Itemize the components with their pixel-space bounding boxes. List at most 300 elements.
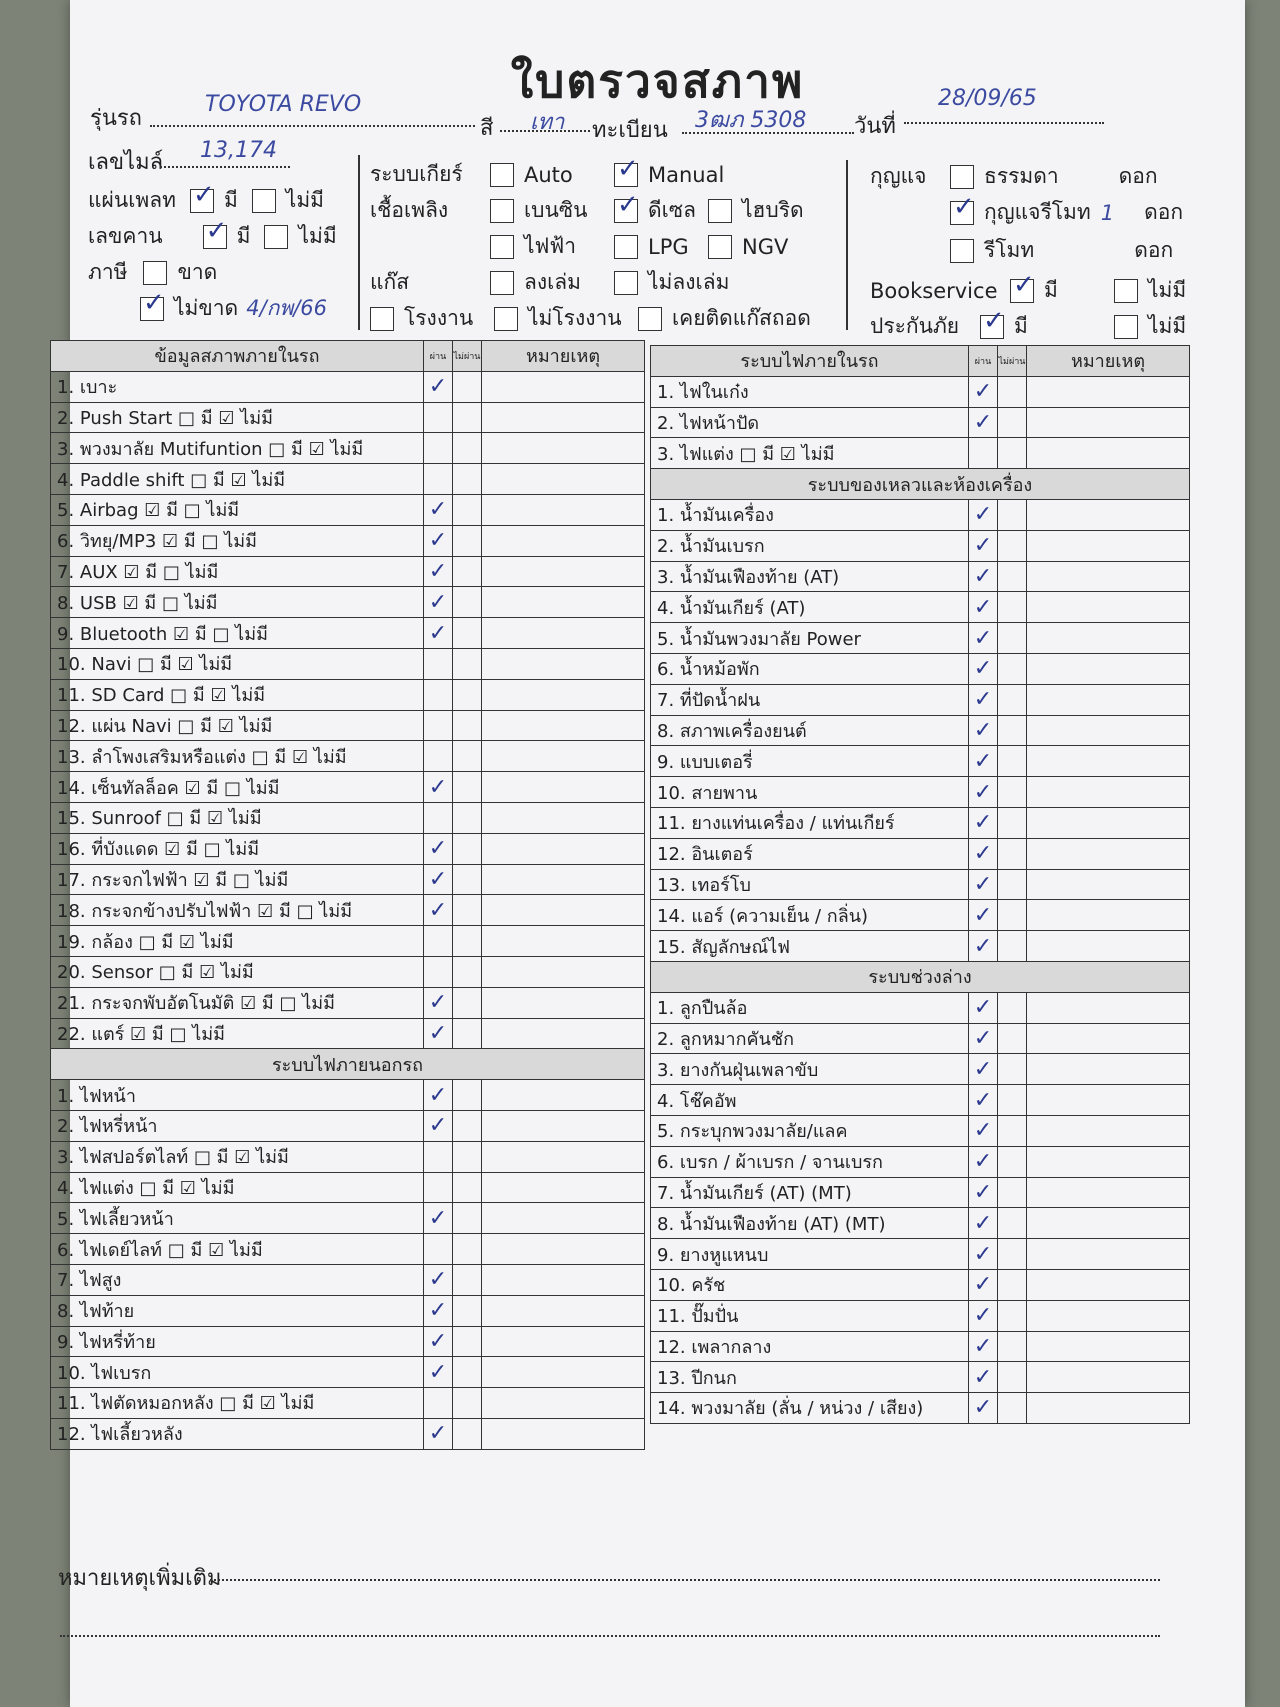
item-label: 5. น้ำมันพวงมาลัย Power — [651, 623, 969, 654]
note-cell[interactable] — [482, 864, 645, 895]
pass-checkbox[interactable]: ✓ — [969, 499, 998, 530]
table-row — [51, 956, 645, 987]
note-cell[interactable] — [1027, 623, 1190, 654]
note-cell[interactable] — [1027, 777, 1190, 808]
left-table — [50, 340, 645, 1450]
pass-checkbox[interactable]: ✓ — [969, 1023, 998, 1054]
pass-checkbox[interactable]: ✓ — [969, 1331, 998, 1362]
pass-checkbox[interactable]: ✓ — [424, 1295, 453, 1326]
pass-checkbox[interactable]: ✓ — [424, 494, 453, 525]
pass-checkbox[interactable] — [424, 710, 453, 741]
fail-checkbox[interactable] — [453, 402, 482, 433]
item-label: 5. กระบุกพวงมาลัย/แลค — [651, 1115, 969, 1146]
fail-checkbox[interactable] — [453, 618, 482, 649]
pass-checkbox[interactable]: ✓ — [424, 1018, 453, 1049]
pass-checkbox[interactable]: ✓ — [969, 1300, 998, 1331]
item-label: 5. Airbag ☑ มี □ ไม่มี — [51, 494, 424, 525]
pass-checkbox[interactable]: ✓ — [424, 1326, 453, 1357]
gear-manual-checkbox[interactable] — [614, 163, 638, 187]
pass-checkbox[interactable]: ✓ — [969, 623, 998, 654]
note-cell[interactable] — [1027, 592, 1190, 623]
pass-checkbox[interactable] — [969, 438, 998, 469]
note-cell[interactable] — [482, 1326, 645, 1357]
pass-checkbox[interactable] — [424, 679, 453, 710]
pass-checkbox[interactable]: ✓ — [969, 715, 998, 746]
fail-checkbox[interactable] — [453, 1357, 482, 1388]
note-cell[interactable] — [482, 556, 645, 587]
fail-checkbox[interactable] — [453, 494, 482, 525]
tax-expired-checkbox[interactable] — [143, 261, 167, 285]
pass-checkbox[interactable]: ✓ — [424, 618, 453, 649]
table-row — [51, 464, 645, 495]
item-label: 20. Sensor □ มี ☑ ไม่มี — [51, 956, 424, 987]
pass-checkbox[interactable]: ✓ — [969, 1239, 998, 1270]
pass-checkbox[interactable]: ✓ — [969, 1208, 998, 1239]
pass-checkbox[interactable]: ✓ — [424, 1264, 453, 1295]
note-cell[interactable] — [1027, 931, 1190, 962]
note-cell[interactable] — [482, 587, 645, 618]
book-no-checkbox[interactable] — [1114, 279, 1138, 303]
item-label: 19. กล้อง □ มี ☑ ไม่มี — [51, 926, 424, 957]
fail-checkbox[interactable] — [453, 926, 482, 957]
table-row — [51, 802, 645, 833]
fail-checkbox[interactable] — [998, 992, 1027, 1023]
note-cell[interactable] — [482, 833, 645, 864]
fail-checkbox[interactable] — [998, 1146, 1027, 1177]
date-value: 28/09/65 — [938, 86, 1037, 111]
table-row — [651, 1393, 1190, 1424]
pass-checkbox[interactable] — [424, 1172, 453, 1203]
color-value: เทา — [530, 110, 565, 135]
item-label: 1. ไฟในเก๋ง — [651, 376, 969, 407]
note-cell[interactable] — [482, 1388, 645, 1419]
note-cell[interactable] — [1027, 838, 1190, 869]
note-cell[interactable] — [482, 525, 645, 556]
item-label: 2. น้ำมันเบรก — [651, 530, 969, 561]
fail-checkbox[interactable] — [998, 838, 1027, 869]
fuel-diesel-checkbox[interactable] — [614, 199, 638, 223]
table-row — [51, 1141, 645, 1172]
note-cell[interactable] — [482, 710, 645, 741]
fail-checkbox[interactable] — [453, 833, 482, 864]
fail-checkbox[interactable] — [998, 931, 1027, 962]
fail-checkbox[interactable] — [998, 1362, 1027, 1393]
note-cell[interactable] — [482, 1357, 645, 1388]
fail-checkbox[interactable] — [998, 653, 1027, 684]
note-cell[interactable] — [482, 772, 645, 803]
gas-nofactory-checkbox[interactable] — [494, 307, 518, 331]
fail-checkbox[interactable] — [998, 1239, 1027, 1270]
remote-row: รีโมท ดอก — [950, 234, 1173, 267]
note-cell[interactable] — [482, 1295, 645, 1326]
note-cell[interactable] — [1027, 746, 1190, 777]
fail-checkbox[interactable] — [453, 679, 482, 710]
fail-checkbox[interactable] — [998, 1023, 1027, 1054]
table-row — [651, 715, 1190, 746]
note-cell[interactable] — [482, 433, 645, 464]
pass-checkbox[interactable]: ✓ — [969, 653, 998, 684]
fail-checkbox[interactable] — [453, 772, 482, 803]
plate-yes-checkbox[interactable] — [190, 189, 214, 213]
note-cell[interactable] — [1027, 407, 1190, 438]
item-label: 16. ที่บังแดด ☑ มี □ ไม่มี — [51, 833, 424, 864]
pass-checkbox[interactable]: ✓ — [424, 556, 453, 587]
pass-checkbox[interactable]: ✓ — [969, 561, 998, 592]
table-row — [651, 1085, 1190, 1116]
fail-checkbox[interactable] — [998, 684, 1027, 715]
table-row — [51, 1203, 645, 1234]
pass-checkbox[interactable] — [424, 1234, 453, 1265]
item-label: 6. น้ำหม้อพัก — [651, 653, 969, 684]
pass-checkbox[interactable]: ✓ — [424, 895, 453, 926]
table-row — [51, 587, 645, 618]
pass-checkbox[interactable]: ✓ — [424, 864, 453, 895]
gas-noreg-checkbox[interactable] — [614, 271, 638, 295]
fail-checkbox[interactable] — [453, 525, 482, 556]
item-label: 2. Push Start □ มี ☑ ไม่มี — [51, 402, 424, 433]
note-cell[interactable] — [1027, 653, 1190, 684]
note-cell[interactable] — [482, 402, 645, 433]
item-label: 9. แบบเตอรี่ — [651, 746, 969, 777]
item-label: 4. น้ำมันเกียร์ (AT) — [651, 592, 969, 623]
pass-checkbox[interactable]: ✓ — [969, 530, 998, 561]
note-cell[interactable] — [1027, 1393, 1190, 1424]
note-cell[interactable] — [482, 802, 645, 833]
table-row — [51, 1018, 645, 1049]
fail-checkbox[interactable] — [453, 587, 482, 618]
note-cell[interactable] — [1027, 900, 1190, 931]
note-cell[interactable] — [1027, 1177, 1190, 1208]
pass-checkbox[interactable]: ✓ — [969, 992, 998, 1023]
fail-checkbox[interactable] — [453, 371, 482, 402]
item-label: 1. ลูกปืนล้อ — [651, 992, 969, 1023]
fail-checkbox[interactable] — [453, 987, 482, 1018]
pass-checkbox[interactable]: ✓ — [969, 1177, 998, 1208]
note-cell[interactable] — [1027, 684, 1190, 715]
item-label: 10. Navi □ มี ☑ ไม่มี — [51, 648, 424, 679]
key-remote-checkbox[interactable] — [950, 201, 974, 225]
note-cell[interactable] — [1027, 1085, 1190, 1116]
bookservice-row: Bookservice ✓ มี ไม่มี — [870, 274, 1186, 307]
note-cell[interactable] — [1027, 715, 1190, 746]
fail-checkbox[interactable] — [453, 1203, 482, 1234]
table-row — [51, 741, 645, 772]
inspection-form — [57, 0, 1245, 1707]
table-row — [651, 1208, 1190, 1239]
fuel-ev-checkbox[interactable] — [490, 235, 514, 259]
note-cell[interactable] — [482, 1203, 645, 1234]
pass-checkbox[interactable] — [424, 1141, 453, 1172]
item-label: 1. ไฟหน้า — [51, 1080, 424, 1111]
note-cell[interactable] — [1027, 1362, 1190, 1393]
item-label: 9. ไฟหรี่ท้าย — [51, 1326, 424, 1357]
mileage-value: 13,174 — [200, 138, 277, 163]
note-cell[interactable] — [1027, 1146, 1190, 1177]
note-cell[interactable] — [482, 1172, 645, 1203]
book-yes-checkbox[interactable] — [1010, 279, 1034, 303]
pass-checkbox[interactable] — [424, 1388, 453, 1419]
fail-checkbox[interactable] — [998, 1269, 1027, 1300]
fail-checkbox[interactable] — [998, 561, 1027, 592]
table-row — [651, 1023, 1190, 1054]
item-label: 12. อินเตอร์ — [651, 838, 969, 869]
pass-checkbox[interactable] — [424, 741, 453, 772]
table-row — [651, 1300, 1190, 1331]
note-cell[interactable] — [1027, 1023, 1190, 1054]
note-cell[interactable] — [482, 494, 645, 525]
fail-checkbox[interactable] — [998, 592, 1027, 623]
pass-checkbox[interactable]: ✓ — [424, 1110, 453, 1141]
note-cell[interactable] — [1027, 438, 1190, 469]
fail-checkbox[interactable] — [998, 1115, 1027, 1146]
pass-checkbox[interactable]: ✓ — [424, 1080, 453, 1111]
note-cell[interactable] — [482, 1080, 645, 1111]
pass-checkbox[interactable]: ✓ — [424, 587, 453, 618]
fail-checkbox[interactable] — [453, 956, 482, 987]
note-header: หมายเหตุ — [1027, 346, 1190, 377]
note-cell[interactable] — [1027, 530, 1190, 561]
pass-checkbox[interactable]: ✓ — [424, 1203, 453, 1234]
fail-checkbox[interactable] — [453, 1264, 482, 1295]
pass-checkbox[interactable]: ✓ — [969, 1393, 998, 1424]
note-cell[interactable] — [482, 895, 645, 926]
item-label: 22. แตร์ ☑ มี □ ไม่มี — [51, 1018, 424, 1049]
fail-checkbox[interactable] — [998, 499, 1027, 530]
pass-checkbox[interactable]: ✓ — [969, 1146, 998, 1177]
chassis-yes-checkbox[interactable] — [203, 225, 227, 249]
fail-checkbox[interactable] — [998, 530, 1027, 561]
note-cell[interactable] — [482, 648, 645, 679]
table-row — [651, 438, 1190, 469]
fail-checkbox[interactable] — [998, 777, 1027, 808]
pass-checkbox[interactable]: ✓ — [969, 869, 998, 900]
key-normal-checkbox[interactable] — [950, 165, 974, 189]
mileage-label: เลขไมล์ — [88, 150, 164, 175]
table-row — [651, 1269, 1190, 1300]
note-cell[interactable] — [1027, 1300, 1190, 1331]
fail-checkbox[interactable] — [453, 1418, 482, 1449]
note-cell[interactable] — [482, 1141, 645, 1172]
color-label: สี — [480, 116, 494, 141]
fail-checkbox[interactable] — [998, 1393, 1027, 1424]
pass-checkbox[interactable] — [424, 926, 453, 957]
fuel-petrol-checkbox[interactable] — [490, 199, 514, 223]
pass-checkbox[interactable]: ✓ — [969, 1085, 998, 1116]
table-row — [651, 653, 1190, 684]
table-row — [51, 433, 645, 464]
pass-checkbox[interactable]: ✓ — [969, 807, 998, 838]
fail-checkbox[interactable] — [453, 1080, 482, 1111]
fail-checkbox[interactable] — [453, 1110, 482, 1141]
fail-checkbox[interactable] — [998, 376, 1027, 407]
note-cell[interactable] — [482, 741, 645, 772]
fail-checkbox[interactable] — [453, 1388, 482, 1419]
fail-checkbox[interactable] — [998, 1177, 1027, 1208]
note-cell[interactable] — [1027, 376, 1190, 407]
item-label: 15. สัญลักษณ์ไฟ — [651, 931, 969, 962]
pass-checkbox[interactable] — [424, 956, 453, 987]
gas-factory-checkbox[interactable] — [370, 307, 394, 331]
pass-checkbox[interactable] — [424, 464, 453, 495]
fail-checkbox[interactable] — [453, 802, 482, 833]
pass-checkbox[interactable]: ✓ — [424, 371, 453, 402]
fail-checkbox[interactable] — [453, 464, 482, 495]
pass-checkbox[interactable]: ✓ — [969, 900, 998, 931]
table-row — [51, 710, 645, 741]
note-cell[interactable] — [482, 926, 645, 957]
pass-checkbox[interactable]: ✓ — [424, 1357, 453, 1388]
gas-reg-checkbox[interactable] — [490, 271, 514, 295]
pass-checkbox[interactable]: ✓ — [424, 1418, 453, 1449]
fuel-hybrid-checkbox[interactable] — [708, 199, 732, 223]
note-cell[interactable] — [1027, 992, 1190, 1023]
pass-header: ผ่าน — [969, 346, 998, 377]
note-cell[interactable] — [1027, 561, 1190, 592]
item-label: 3. ไฟสปอร์ตไลท์ □ มี ☑ ไม่มี — [51, 1141, 424, 1172]
fail-checkbox[interactable] — [998, 1300, 1027, 1331]
note-cell[interactable] — [1027, 1269, 1190, 1300]
note-cell[interactable] — [1027, 869, 1190, 900]
pass-checkbox[interactable] — [424, 648, 453, 679]
note-cell[interactable] — [482, 1418, 645, 1449]
fail-checkbox[interactable] — [998, 407, 1027, 438]
chassis-row: เลขคาน ✓ มี ไม่มี — [88, 220, 337, 253]
table-row — [51, 1080, 645, 1111]
suspension-header: ระบบช่วงล่าง — [651, 961, 1190, 992]
table-row — [651, 1054, 1190, 1085]
note-cell[interactable] — [1027, 1054, 1190, 1085]
form-title: ใบตรวจสภาพ — [510, 54, 805, 108]
pass-checkbox[interactable]: ✓ — [424, 772, 453, 803]
remote-checkbox[interactable] — [950, 239, 974, 263]
table-row — [51, 1357, 645, 1388]
pass-checkbox[interactable]: ✓ — [969, 1115, 998, 1146]
pass-checkbox[interactable] — [424, 802, 453, 833]
table-row — [651, 499, 1190, 530]
table-row — [51, 833, 645, 864]
table-row — [51, 1326, 645, 1357]
table-row — [651, 684, 1190, 715]
item-label: 2. ไฟหน้าปัด — [651, 407, 969, 438]
item-label: 13. ลำโพงเสริมหรือแต่ง □ มี ☑ ไม่มี — [51, 741, 424, 772]
pass-checkbox[interactable]: ✓ — [969, 1054, 998, 1085]
plate-no-checkbox[interactable] — [252, 189, 276, 213]
table-row — [651, 592, 1190, 623]
pass-checkbox[interactable]: ✓ — [969, 838, 998, 869]
pass-checkbox[interactable] — [424, 433, 453, 464]
tax-ok-row: ✓ ไม่ขาด 4/กพ/66 — [140, 292, 327, 325]
fail-checkbox[interactable] — [453, 1172, 482, 1203]
note-cell[interactable] — [1027, 1115, 1190, 1146]
note-cell[interactable] — [482, 987, 645, 1018]
pass-checkbox[interactable]: ✓ — [969, 376, 998, 407]
note-cell[interactable] — [482, 1018, 645, 1049]
note-cell[interactable] — [482, 956, 645, 987]
fail-checkbox[interactable] — [453, 556, 482, 587]
chassis-no-checkbox[interactable] — [264, 225, 288, 249]
fail-checkbox[interactable] — [453, 710, 482, 741]
model-label: รุ่นรถ — [90, 106, 142, 131]
fail-checkbox[interactable] — [998, 746, 1027, 777]
fail-checkbox[interactable] — [453, 895, 482, 926]
pass-checkbox[interactable]: ✓ — [969, 777, 998, 808]
note-cell[interactable] — [1027, 807, 1190, 838]
pass-checkbox[interactable]: ✓ — [969, 746, 998, 777]
fail-checkbox[interactable] — [453, 433, 482, 464]
note-cell[interactable] — [1027, 1239, 1190, 1270]
key-remote-row: ✓ กุญแจรีโมท 1 ดอก — [950, 196, 1183, 229]
item-label: 5. ไฟเลี้ยวหน้า — [51, 1203, 424, 1234]
table-row — [651, 407, 1190, 438]
item-label: 9. Bluetooth ☑ มี □ ไม่มี — [51, 618, 424, 649]
pass-checkbox[interactable]: ✓ — [424, 525, 453, 556]
pass-checkbox[interactable] — [424, 402, 453, 433]
pass-checkbox[interactable]: ✓ — [969, 931, 998, 962]
fail-checkbox[interactable] — [998, 715, 1027, 746]
note-cell[interactable] — [482, 464, 645, 495]
ins-no-checkbox[interactable] — [1114, 315, 1138, 339]
pass-checkbox[interactable]: ✓ — [969, 1269, 998, 1300]
pass-checkbox[interactable]: ✓ — [969, 407, 998, 438]
fail-checkbox[interactable] — [998, 900, 1027, 931]
fail-checkbox[interactable] — [998, 623, 1027, 654]
fuel-ngv-checkbox[interactable] — [708, 235, 732, 259]
fail-checkbox[interactable] — [453, 1295, 482, 1326]
pass-checkbox[interactable]: ✓ — [969, 1362, 998, 1393]
fail-checkbox[interactable] — [998, 807, 1027, 838]
gas-removed-checkbox[interactable] — [638, 307, 662, 331]
fail-checkbox[interactable] — [998, 1208, 1027, 1239]
fail-checkbox[interactable] — [998, 1054, 1027, 1085]
table-row — [51, 1172, 645, 1203]
pass-checkbox[interactable]: ✓ — [424, 987, 453, 1018]
ins-yes-checkbox[interactable] — [980, 315, 1004, 339]
fail-checkbox[interactable] — [453, 1234, 482, 1265]
note-cell[interactable] — [482, 1264, 645, 1295]
item-label: 7. ที่ปัดน้ำฝน — [651, 684, 969, 715]
pass-checkbox[interactable]: ✓ — [969, 684, 998, 715]
pass-checkbox[interactable]: ✓ — [969, 592, 998, 623]
fail-checkbox[interactable] — [453, 864, 482, 895]
fail-checkbox[interactable] — [453, 1141, 482, 1172]
fail-checkbox[interactable] — [998, 869, 1027, 900]
tax-ok-checkbox[interactable] — [140, 297, 164, 321]
note-cell[interactable] — [482, 1110, 645, 1141]
fail-checkbox[interactable] — [998, 1085, 1027, 1116]
fail-checkbox[interactable] — [453, 1018, 482, 1049]
note-cell[interactable] — [482, 371, 645, 402]
fail-checkbox[interactable] — [453, 1326, 482, 1357]
note-cell[interactable] — [482, 618, 645, 649]
note-cell[interactable] — [482, 1234, 645, 1265]
note-cell[interactable] — [1027, 499, 1190, 530]
table-row — [651, 1177, 1190, 1208]
note-cell[interactable] — [482, 679, 645, 710]
note-cell[interactable] — [1027, 1208, 1190, 1239]
table-row — [51, 1264, 645, 1295]
pass-checkbox[interactable]: ✓ — [424, 833, 453, 864]
model-value: TOYOTA REVO — [205, 92, 362, 117]
fail-checkbox[interactable] — [453, 648, 482, 679]
left-section-header: ข้อมูลสภาพภายในรถ — [51, 341, 424, 372]
fail-checkbox[interactable] — [998, 1331, 1027, 1362]
fail-checkbox[interactable] — [998, 438, 1027, 469]
fail-header: ไม่ผ่าน — [998, 346, 1027, 377]
fail-checkbox[interactable] — [453, 741, 482, 772]
gear-auto-checkbox[interactable] — [490, 163, 514, 187]
fuel-lpg-checkbox[interactable] — [614, 235, 638, 259]
note-cell[interactable] — [1027, 1331, 1190, 1362]
